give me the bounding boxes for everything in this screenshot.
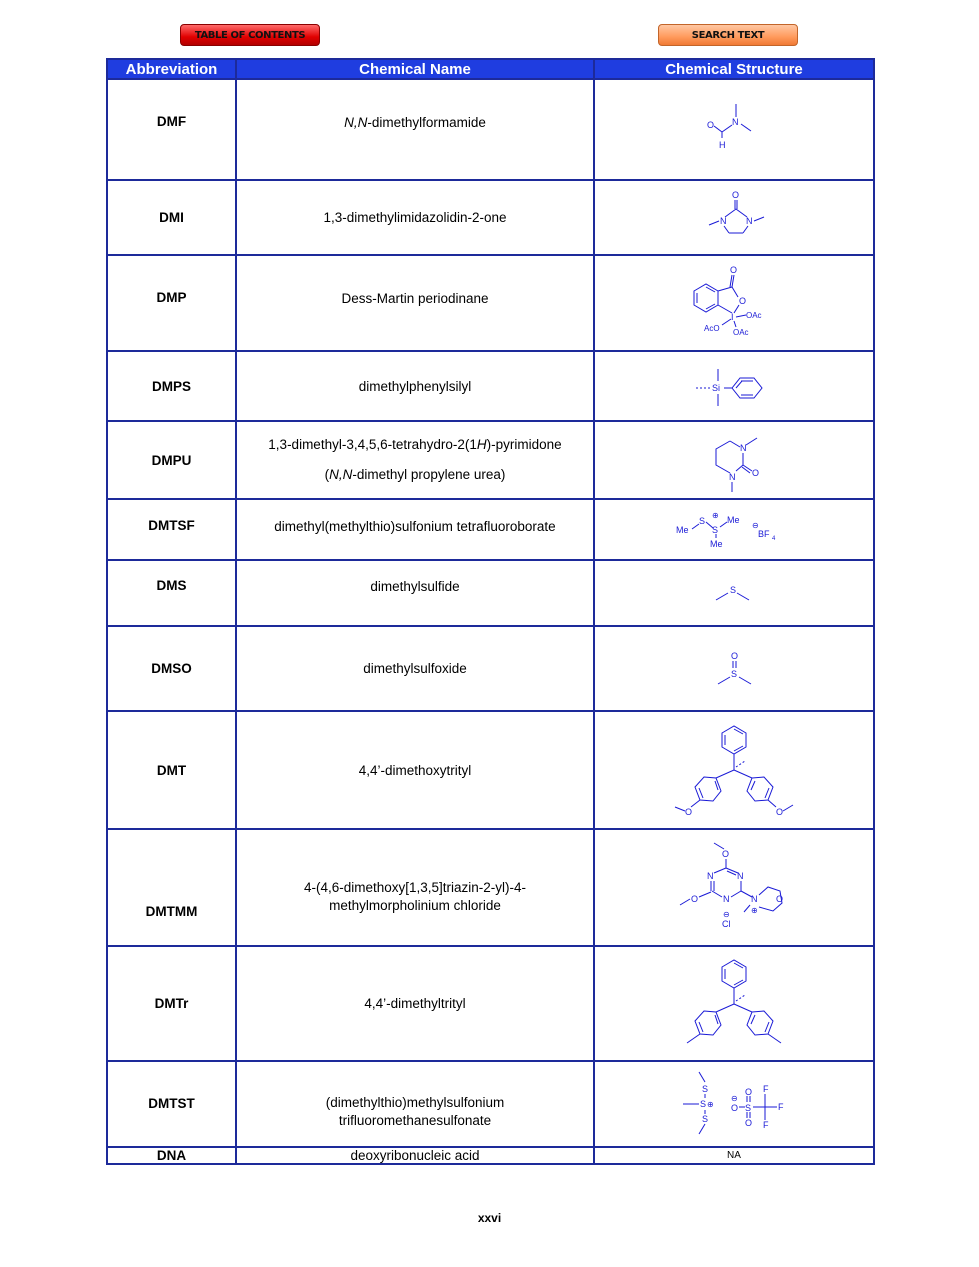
abbreviation-cell: DMSO <box>107 626 236 711</box>
abbreviation-cell: DMTMM <box>107 829 236 946</box>
chemical-structure-cell <box>594 560 874 626</box>
svg-text:O: O <box>685 807 693 817</box>
svg-text:OAc: OAc <box>746 311 762 320</box>
svg-text:O: O <box>776 807 784 817</box>
svg-text:O: O <box>731 650 739 661</box>
abbreviation-cell: DMTST <box>107 1061 236 1147</box>
chemical-structure-cell <box>594 255 874 351</box>
dmtr-structure <box>659 951 809 1056</box>
chemical-structure-cell <box>594 421 874 499</box>
svg-text:Me: Me <box>676 524 689 535</box>
svg-text:N: N <box>746 215 753 226</box>
abbreviation-cell: DMPU <box>107 421 236 499</box>
svg-text:Me: Me <box>710 538 723 549</box>
name-line-2: trifluoromethanesulfonate <box>338 1113 492 1128</box>
chemical-structure-cell <box>594 711 874 829</box>
table-row <box>107 1061 874 1147</box>
svg-text:S: S <box>731 668 738 679</box>
chemical-structure-cell <box>594 351 874 421</box>
svg-text:O: O <box>732 189 740 200</box>
name-line-1: 4-(4,6-dimethoxy[1,3,5]triazin-2-yl)-4- <box>303 880 527 895</box>
dmf-structure <box>694 90 774 150</box>
svg-text:O: O <box>722 849 730 859</box>
svg-text:F: F <box>763 1120 769 1130</box>
svg-text:H: H <box>719 140 726 150</box>
page-number: xxvi <box>477 1211 502 1225</box>
search-text-button[interactable]: SEARCH TEXT <box>658 24 798 46</box>
table-row <box>107 79 874 180</box>
table-row <box>107 711 874 829</box>
svg-text:S: S <box>712 524 719 535</box>
table-of-contents-button[interactable]: TABLE OF CONTENTS <box>180 24 320 46</box>
dmtsf-structure <box>674 508 794 552</box>
svg-text:⊕: ⊕ <box>707 1100 714 1109</box>
table-row <box>107 351 874 421</box>
svg-text:O: O <box>745 1087 753 1097</box>
dms-structure <box>704 578 764 608</box>
abbreviation-cell: DNA <box>107 1147 236 1164</box>
chemical-name-cell: 4,4’-dimethyltrityl <box>236 946 594 1061</box>
svg-text:N: N <box>737 871 744 881</box>
table-row <box>107 946 874 1061</box>
dmtmm-structure <box>664 835 804 940</box>
svg-text:S: S <box>745 1103 752 1113</box>
chemical-name-cell: deoxyribonucleic acid <box>236 1147 594 1164</box>
table-row <box>107 499 874 560</box>
table-row <box>107 560 874 626</box>
svg-text:N: N <box>740 443 747 453</box>
svg-text:O: O <box>731 1103 739 1113</box>
chemical-name-cell <box>236 1061 594 1147</box>
svg-text:⊕: ⊕ <box>712 510 719 520</box>
chemical-structure-cell <box>594 626 874 711</box>
svg-text:O: O <box>776 894 784 904</box>
svg-text:S: S <box>699 515 706 526</box>
chemical-name-cell: 4,4’-dimethoxytrityl <box>236 711 594 829</box>
header-chemical-structure: Chemical Structure <box>594 59 874 79</box>
abbreviation-cell: DMP <box>107 255 236 351</box>
svg-text:O: O <box>730 265 738 275</box>
table-header-row <box>107 59 874 79</box>
chemical-structure-cell <box>594 1061 874 1147</box>
dmt-structure <box>659 715 809 825</box>
chemical-name-cell: dimethylphenylsilyl <box>236 351 594 421</box>
name-line-1: (dimethylthio)methylsulfonium <box>325 1095 505 1110</box>
svg-text:OAc: OAc <box>733 328 749 337</box>
dmpu-structure <box>694 425 774 495</box>
svg-text:S: S <box>702 1114 709 1124</box>
chemical-name-cell: dimethylsulfide <box>236 560 594 626</box>
svg-text:S: S <box>702 1084 709 1094</box>
name-line-2: methylmorpholinium chloride <box>329 898 501 913</box>
svg-text:⊕: ⊕ <box>751 906 758 915</box>
abbreviation-cell: DMTr <box>107 946 236 1061</box>
svg-text:I: I <box>731 312 734 322</box>
chemical-name-cell: dimethylsulfoxide <box>236 626 594 711</box>
abbreviation-cell: DMI <box>107 180 236 255</box>
chemical-structure-cell <box>594 79 874 180</box>
name-line-1: 1,3-dimethyl-3,4,5,6-tetrahydro-2(1H)-pyrimidone <box>268 437 562 452</box>
svg-text:O: O <box>752 468 760 478</box>
svg-text:N: N <box>723 894 730 904</box>
svg-text:Me: Me <box>727 514 740 525</box>
svg-text:Si: Si <box>712 383 721 393</box>
svg-text:O: O <box>707 120 715 130</box>
abbreviation-cell: DMTSF <box>107 499 236 560</box>
table-row <box>107 1147 874 1164</box>
dmtst-structure <box>669 1064 799 1144</box>
svg-text:S: S <box>700 1099 707 1109</box>
svg-text:N: N <box>720 215 727 226</box>
svg-text:⊖: ⊖ <box>731 1094 738 1103</box>
abbreviation-cell: DMF <box>107 79 236 180</box>
chemical-name-cell: Dess-Martin periodinane <box>236 255 594 351</box>
header-chemical-name: Chemical Name <box>236 59 594 79</box>
svg-text:O: O <box>691 894 699 904</box>
chemical-structure-cell: NA <box>594 1147 874 1164</box>
table-row <box>107 421 874 499</box>
chemical-structure-cell <box>594 946 874 1061</box>
svg-text:O: O <box>745 1118 753 1128</box>
abbreviation-cell: DMPS <box>107 351 236 421</box>
table-row <box>107 255 874 351</box>
chemical-name-cell: 1,3-dimethylimidazolidin-2-one <box>236 180 594 255</box>
svg-text:N: N <box>707 871 714 881</box>
abbreviation-cell: DMT <box>107 711 236 829</box>
abbreviations-table <box>106 58 875 1165</box>
chemical-name-cell: dimethyl(methylthio)sulfonium tetrafluoroborate <box>236 499 594 560</box>
chemical-name-cell <box>236 421 594 499</box>
dmso-structure <box>704 644 764 694</box>
svg-text:4: 4 <box>772 535 776 542</box>
svg-text:F: F <box>763 1084 769 1094</box>
chemical-structure-cell <box>594 499 874 560</box>
svg-text:Cl: Cl <box>722 919 731 929</box>
svg-text:N: N <box>732 117 739 127</box>
dmps-structure <box>694 361 774 411</box>
abbreviation-cell: DMS <box>107 560 236 626</box>
dmp-structure <box>684 263 784 343</box>
svg-text:F: F <box>778 1102 784 1112</box>
svg-text:AcO: AcO <box>704 324 720 333</box>
svg-text:N: N <box>729 472 736 482</box>
header-abbreviation: Abbreviation <box>107 59 236 79</box>
svg-text:S: S <box>730 585 737 595</box>
chemical-structure-cell <box>594 180 874 255</box>
chemical-structure-cell <box>594 829 874 946</box>
table-row <box>107 829 874 946</box>
svg-text:N: N <box>751 894 758 904</box>
chemical-name-cell <box>236 829 594 946</box>
table-row <box>107 626 874 711</box>
table-row <box>107 180 874 255</box>
dmi-structure <box>694 189 774 247</box>
svg-text:BF: BF <box>758 528 770 539</box>
svg-text:O: O <box>739 296 747 306</box>
chemical-name-cell: N,N-dimethylformamide <box>236 79 594 180</box>
name-line-2: (N,N-dimethyl propylene urea) <box>324 467 506 482</box>
svg-text:⊖: ⊖ <box>752 520 759 530</box>
svg-text:⊖: ⊖ <box>723 910 730 919</box>
